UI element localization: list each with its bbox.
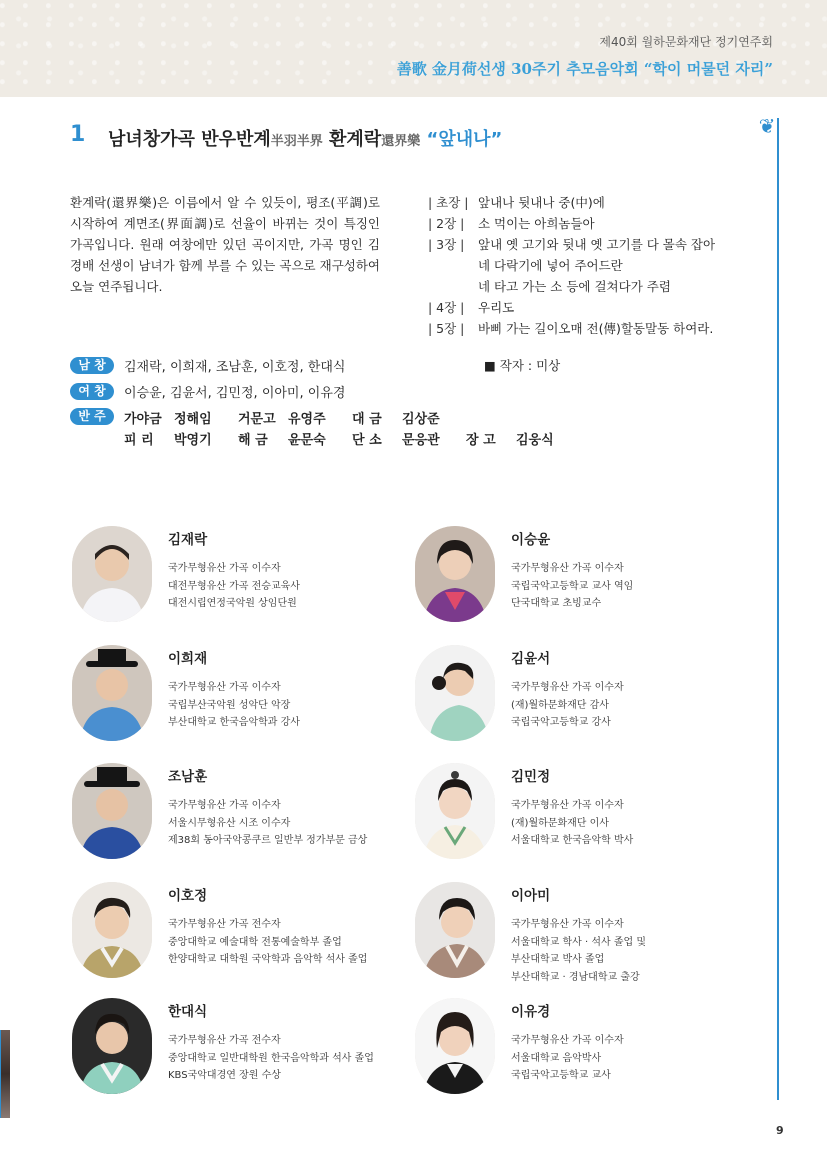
acc-role: 장 고 [466, 433, 496, 448]
acc-name: 문응관 [402, 433, 440, 448]
bio-line: 한양대학교 대학원 국악학과 음악학 석사 졸업 [168, 954, 368, 965]
bio-line: 국가무형유산 가곡 이수자 [511, 563, 624, 574]
accompaniment-grid [124, 408, 580, 450]
verse-line: 바삐 가는 길이오매 전(傳)할동말동 하여라. [478, 321, 714, 336]
title-mid: 환계락 [322, 129, 382, 150]
portrait-photo [415, 645, 495, 741]
verse-label: | 5장 | [428, 321, 465, 336]
acc-role: 단 소 [352, 433, 382, 448]
profile-card [415, 645, 715, 745]
profile-bio [511, 797, 741, 850]
bio-line: 국립국악고등학교 교사 [511, 1070, 611, 1081]
profile-bio [168, 1032, 398, 1085]
acc-role: 피 리 [124, 433, 154, 448]
bio-line: 국립부산국악원 성악단 악장 [168, 699, 291, 711]
title-hanja-2: 還界樂 [381, 134, 421, 149]
profile-bio [168, 797, 398, 850]
portrait-photo [415, 526, 495, 622]
bio-line: 서울시무형유산 시조 이수자 [168, 817, 291, 829]
profile-name: 김재락 [168, 532, 208, 548]
profile-name: 이승윤 [511, 532, 551, 548]
male-singers [70, 356, 345, 375]
acc-role: 가야금 [124, 412, 162, 427]
intro-paragraph: 환계락(還界樂)은 이름에서 알 수 있듯이, 평조(平調)로 시작하여 계면조(界面調)로 선율이 바뀌는 것이 특징인 가곡입니다. 원래 여창에만 있던 곡이지만, 가곡 명인 김경배 선생이 남녀가 함께 부를 수 있는 곡으로 재구성하여 오늘 연주됩니다. [70, 195, 380, 294]
profile-card [72, 526, 372, 626]
verse [428, 234, 773, 297]
verse [428, 297, 773, 318]
profile-name: 김윤서 [511, 651, 551, 667]
bio-line: (재)월하문화재단 이사 [511, 817, 609, 829]
verse-line: 네 타고 가는 소 등에 걸쳐다가 주렴 [478, 279, 671, 294]
bio-line: 부산대학교 한국음악학과 강사 [168, 717, 300, 728]
verse-label: | 2장 | [428, 216, 465, 231]
bio-line: 서울대학교 한국음악학 박사 [511, 835, 634, 846]
bio-line: 국립국악고등학교 강사 [511, 717, 611, 728]
acc-name: 박영기 [174, 433, 212, 448]
bio-line: 서울대학교 음악박사 [511, 1052, 602, 1064]
profile-bio [511, 560, 741, 613]
lyrics [428, 192, 773, 339]
profile-bio [511, 916, 741, 986]
piece-number: 1 [70, 122, 86, 147]
verse-line: 소 먹이는 아희놈들아 [478, 216, 595, 231]
bio-line: 부산대학교 박사 졸업 [511, 954, 605, 965]
bio-line: 서울대학교 학사 · 석사 졸업 및 [511, 936, 646, 948]
right-rule [777, 118, 779, 1100]
profile-bio [511, 1032, 741, 1085]
adjacent-page-edge [0, 1030, 10, 1118]
verse-label: | 3장 | [428, 237, 465, 252]
profile-card [72, 882, 372, 982]
female-singers [70, 382, 345, 401]
bio-line: 국가무형유산 가곡 이수자 [168, 682, 281, 693]
title-hanja-1: 半羽半界 [270, 134, 323, 149]
acc-name: 김상준 [402, 412, 440, 427]
profile-card [415, 763, 715, 863]
bio-line: 국가무형유산 가곡 이수자 [168, 800, 281, 811]
bio-line: 국가무형유산 가곡 전수자 [168, 1035, 281, 1046]
portrait-photo [72, 882, 152, 978]
male-names: 김재락, 이희재, 조남훈, 이호정, 한대식 [124, 360, 346, 375]
profile-card [415, 526, 715, 626]
verse-line: 우리도 [478, 300, 515, 315]
acc-role: 거문고 [238, 412, 276, 427]
bio-line: 중앙대학교 일반대학원 한국음악학과 석사 졸업 [168, 1052, 374, 1064]
acc-name: 유영주 [288, 412, 326, 427]
bio-line: 중앙대학교 예술대학 전통예술학부 졸업 [168, 936, 342, 948]
bio-line: 부산대학교 · 경남대학교 출강 [511, 971, 640, 983]
portrait-photo [72, 526, 152, 622]
portrait-photo [415, 763, 495, 859]
bio-line: 국가무형유산 가곡 이수자 [511, 919, 624, 930]
bio-line: 단국대학교 초빙교수 [511, 598, 602, 609]
portrait-photo [415, 882, 495, 978]
female-names: 이승윤, 김윤서, 김민정, 이아미, 이유경 [124, 386, 346, 401]
bio-line: 국가무형유산 가곡 전수자 [168, 919, 281, 930]
verse-line: 앞내 옛 고기와 뒷내 옛 고기를 다 몰속 잡아 [478, 237, 716, 252]
profile-card [72, 645, 372, 745]
acc-name: 김웅식 [516, 433, 554, 448]
verse-line: 네 다락기에 넣어 주어드란 [478, 258, 623, 273]
bio-line: 국가무형유산 가곡 이수자 [511, 1035, 624, 1046]
profile-bio [511, 679, 741, 732]
verse [428, 213, 773, 234]
profile-card [72, 763, 372, 863]
verse-line: 앞내나 뒷내나 중(中)에 [478, 195, 605, 210]
acc-role: 해 금 [238, 433, 268, 448]
profile-name: 한대식 [168, 1004, 208, 1020]
verse [428, 318, 773, 339]
bio-line: 국가무형유산 가곡 이수자 [168, 563, 281, 574]
portrait-photo [72, 998, 152, 1094]
bio-line: KBS국악대경연 장원 수상 [168, 1070, 281, 1081]
profile-card [72, 998, 372, 1098]
bio-line: 대전무형유산 가곡 전승교육사 [168, 580, 300, 592]
acc-name: 윤문숙 [288, 433, 326, 448]
profile-name: 이호정 [168, 888, 208, 904]
portrait-photo [72, 645, 152, 741]
acc-name: 정해임 [174, 412, 212, 427]
page-number: 9 [776, 1124, 784, 1137]
profile-bio [168, 560, 398, 613]
ornament-icon: ❦ [758, 114, 776, 138]
acc-badge: 반 주 [70, 408, 114, 425]
bio-line: 국가무형유산 가곡 이수자 [511, 800, 624, 811]
verse-label: | 4장 | [428, 300, 465, 315]
profile-name: 이아미 [511, 888, 551, 904]
male-badge: 남 창 [70, 357, 114, 374]
profile-bio [168, 916, 398, 969]
bio-line: 국가무형유산 가곡 이수자 [511, 682, 624, 693]
concert-title: 제40회 월하문화재단 정기연주회 [599, 35, 773, 49]
accompaniment [70, 408, 124, 425]
profile-name: 조남훈 [168, 769, 208, 785]
profile-name: 이희재 [168, 651, 208, 667]
acc-role: 대 금 [352, 412, 382, 427]
female-badge: 여 창 [70, 383, 114, 400]
title-quote: “앞내나” [420, 129, 503, 150]
profile-card [415, 882, 715, 982]
profile-card [415, 998, 715, 1098]
profile-name: 김민정 [511, 769, 551, 785]
portrait-photo [415, 998, 495, 1094]
bio-line: 제38회 동아국악콩쿠르 일반부 정가부문 금상 [168, 835, 368, 846]
verse-label: | 초장 | [428, 195, 469, 210]
profile-name: 이유경 [511, 1004, 551, 1020]
portrait-photo [72, 763, 152, 859]
bio-line: (재)월하문화재단 감사 [511, 699, 609, 711]
author-note: ■ 작자 : 미상 [484, 358, 561, 373]
bio-line: 대전시립연정국악원 상임단원 [168, 598, 297, 609]
title-main: 남녀창가곡 반우반계 [108, 129, 271, 150]
bio-line: 국립국악고등학교 교사 역임 [511, 580, 634, 592]
profile-bio [168, 679, 398, 732]
page-header [0, 0, 827, 97]
verse [428, 192, 773, 213]
piece-title-text [108, 125, 502, 151]
concert-subtitle: 善歌 金月荷선생 30주기 추모음악회 “학이 머물던 자리” [396, 60, 773, 78]
